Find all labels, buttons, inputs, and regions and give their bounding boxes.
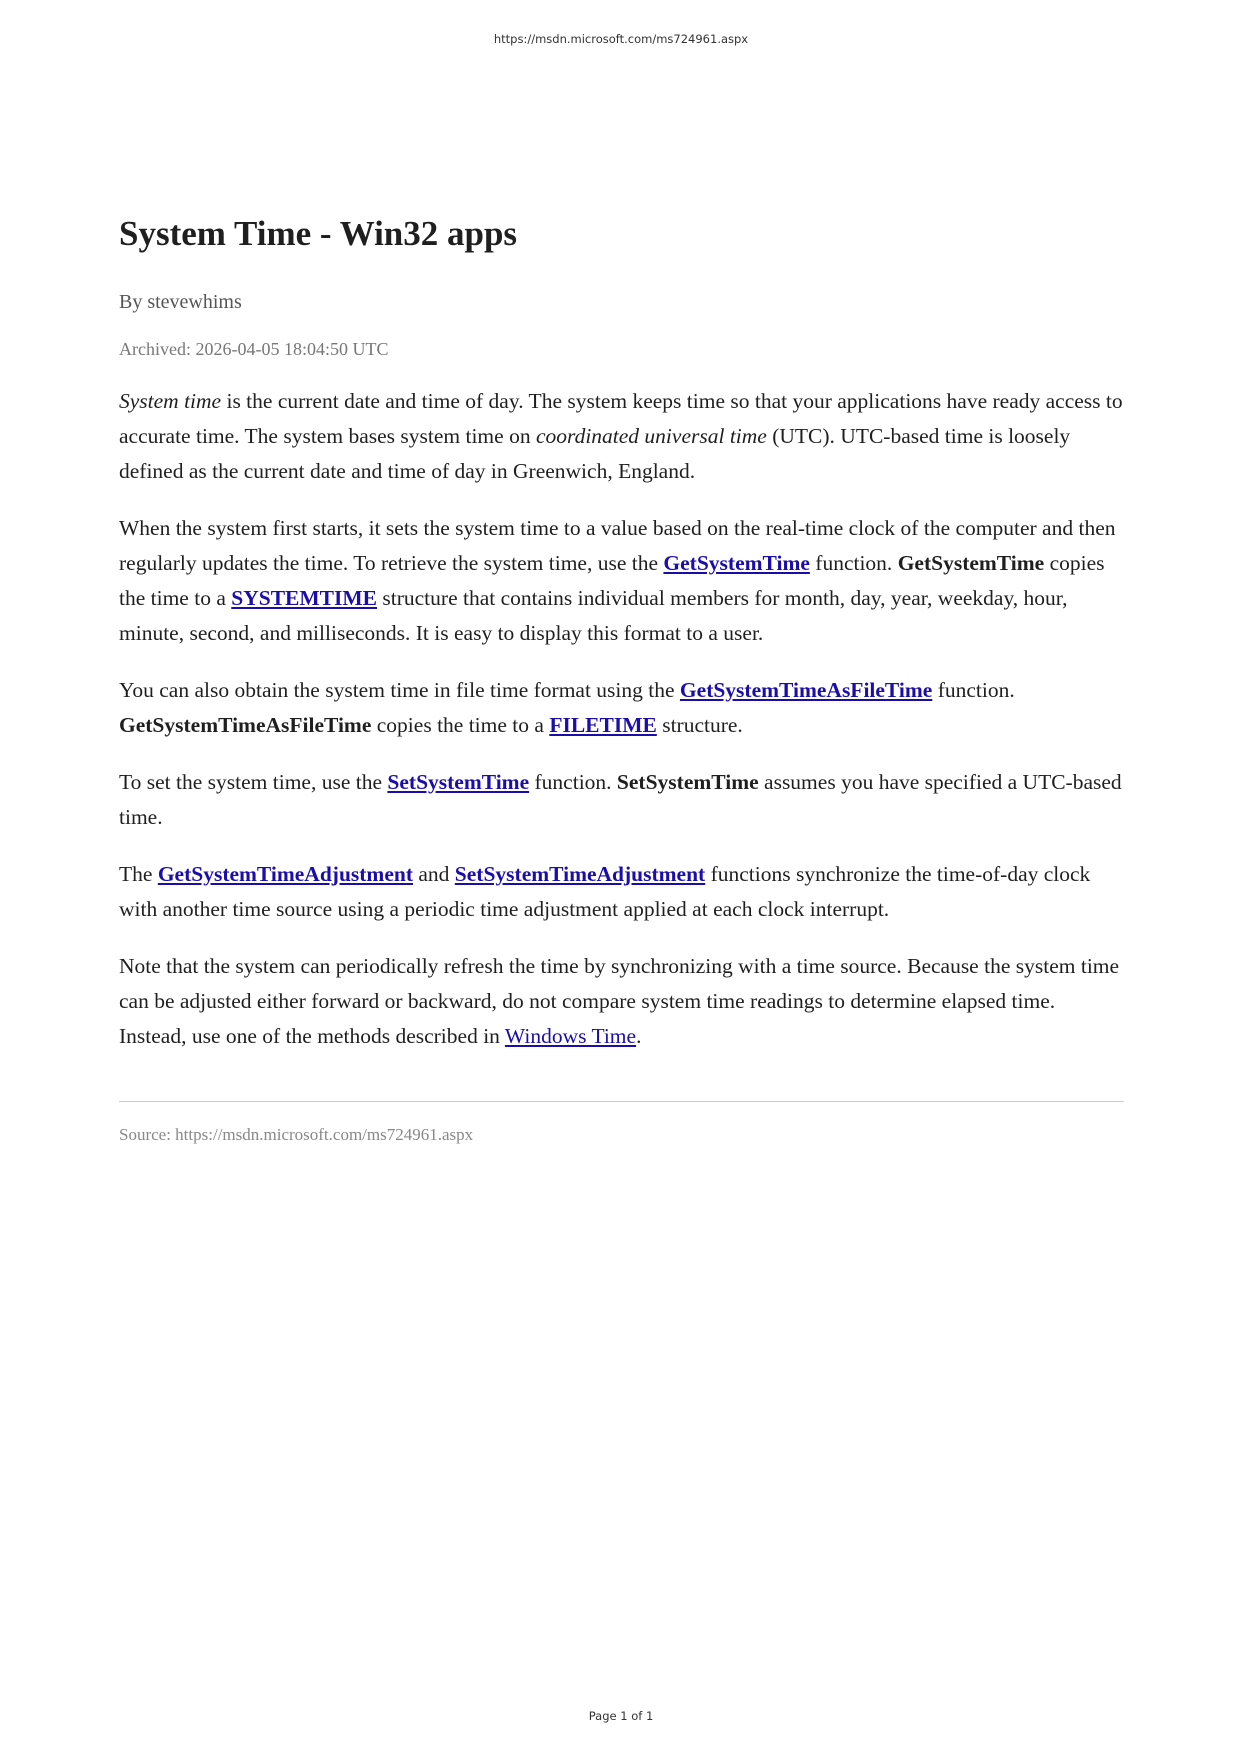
text: structure.	[656, 713, 743, 737]
page-header-url: https://msdn.microsoft.com/ms724961.aspx	[493, 32, 749, 46]
text: To set the system time, use the	[119, 770, 388, 794]
paragraph-1	[119, 384, 1124, 489]
archived-timestamp: Archived: 2026-04-05 18:04:50 UTC	[119, 339, 389, 359]
bold-getsystemtimeasfiletime: GetSystemTimeAsFileTime	[119, 713, 372, 737]
text: function.	[932, 678, 1015, 702]
link-systemtime[interactable]: SYSTEMTIME	[231, 586, 378, 610]
page-number: Page 1 of 1	[588, 1709, 654, 1723]
text: function.	[809, 551, 898, 575]
page-title: System Time - Win32 apps	[119, 214, 518, 253]
text: You can also obtain the system time in file time format using the	[119, 678, 680, 702]
divider	[119, 1101, 1124, 1102]
byline: By stevewhims	[119, 291, 242, 313]
text: When the system first starts, it sets the system time to a value based on the real-time clock of the computer and then regularly updates the time. To retrieve the system time, use the	[119, 516, 1116, 575]
bold-getsystemtime: GetSystemTime	[897, 551, 1045, 575]
link-filetime[interactable]: FILETIME	[549, 713, 657, 737]
bold-setsystemtime: SetSystemTime	[616, 770, 759, 794]
text: assumes you have specified a UTC-based time.	[119, 770, 1122, 829]
link-getsystemtimeasfiletime[interactable]: GetSystemTimeAsFileTime	[679, 678, 933, 702]
emphasis-utc: coordinated universal time	[535, 424, 767, 448]
text: function.	[529, 770, 617, 794]
link-getsystemtime[interactable]: GetSystemTime	[663, 551, 810, 575]
link-getsystemtimeadjustment[interactable]: GetSystemTimeAdjustment	[157, 862, 413, 886]
paragraph-3	[119, 673, 1124, 743]
text: .	[636, 1024, 642, 1048]
link-setsystemtimeadjustment[interactable]: SetSystemTimeAdjustment	[454, 862, 706, 886]
paragraph-6	[119, 949, 1124, 1054]
link-setsystemtime[interactable]: SetSystemTime	[387, 770, 530, 794]
link-windows-time[interactable]: Windows Time	[504, 1024, 637, 1048]
paragraph-2	[119, 511, 1124, 651]
paragraph-5	[119, 857, 1124, 927]
text: is the current date and time of day. The system keeps time so that your applications have ready access to accurate time. The system bases system time on	[119, 389, 1123, 448]
text: (UTC). UTC-based time is loosely defined as the current date and time of day in Greenwich, England.	[119, 424, 1071, 483]
article-body	[119, 384, 1124, 1054]
emphasis-system-time: System time	[119, 389, 222, 413]
text: functions synchronize the time-of-day clock with another time source using a periodic time adjustment applied at each clock interrupt.	[119, 862, 1091, 921]
text: Note that the system can periodically refresh the time by synchronizing with a time source. Because the system time can be adjusted either forward or backward, do not compare system time readings to determine elapsed time. Instead, use one of the methods described in	[119, 954, 1120, 1048]
text: copies the time to a	[119, 551, 1105, 610]
source-line: Source: https://msdn.microsoft.com/ms724961.aspx	[119, 1125, 474, 1144]
text: copies the time to a	[371, 713, 550, 737]
article	[119, 210, 1124, 1146]
text: and	[413, 862, 455, 886]
text: The	[119, 862, 158, 886]
paragraph-4	[119, 765, 1124, 835]
text: structure that contains individual members for month, day, year, weekday, hour, minute, second, and milliseconds. It is easy to display this format to a user.	[119, 586, 1068, 645]
